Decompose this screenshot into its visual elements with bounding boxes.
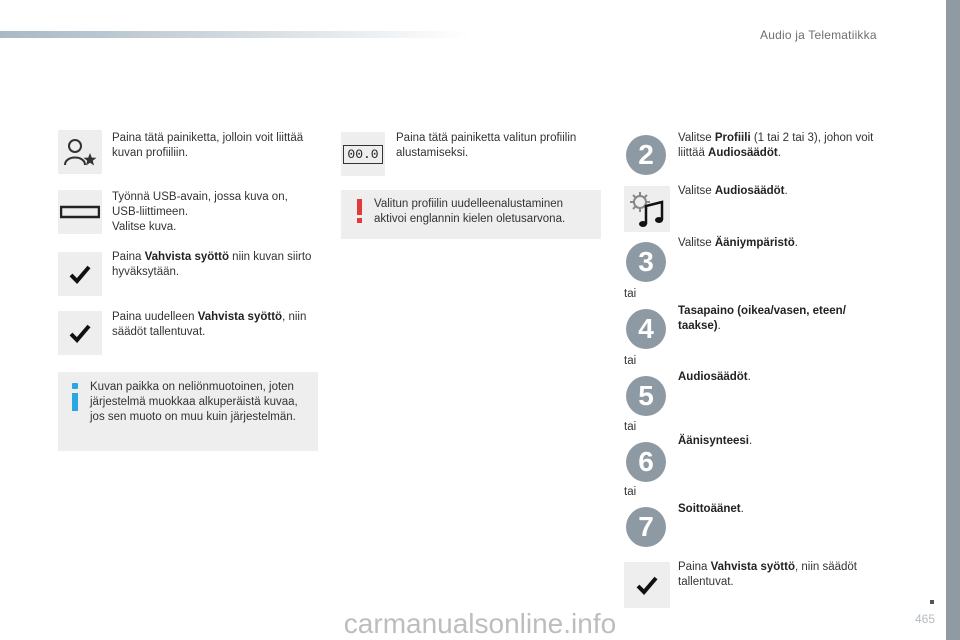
step-number-5: 5	[626, 376, 666, 416]
step-number-2: 2	[626, 135, 666, 175]
reset-profile-button[interactable]: 00.0	[341, 132, 385, 176]
step-insert-usb: Työnnä USB-avain, jossa kuva on, USB-liittimeen. Valitse kuva.	[112, 191, 288, 233]
step-add-picture: Paina tätä painiketta, jolloin voit liittää kuvan profiiliin.	[112, 132, 304, 159]
step-number-6: 6	[626, 442, 666, 482]
usb-icon	[58, 190, 102, 234]
or-label: tai	[624, 288, 637, 300]
confirm-check-icon[interactable]	[58, 252, 102, 296]
confirm-check-icon-2[interactable]	[58, 311, 102, 355]
step-reset-profile: Paina tätä painiketta valitun profiilin alustamiseksi.	[396, 132, 577, 159]
audio-settings-icon[interactable]	[624, 186, 670, 232]
step-final-save: Paina Vahvista syöttö, niin säädöt tallentuvat.	[678, 561, 857, 588]
or-label-3: tai	[624, 421, 637, 433]
info-note: Kuvan paikka on neliönmuotoinen, joten järjestelmä muokkaa alkuperäistä kuvaa, jos sen muoto on muu kuin järjestelmän.	[58, 372, 318, 451]
warning-icon	[357, 199, 362, 223]
step-voice-synthesis: Äänisynteesi.	[678, 435, 753, 447]
step-select-profile: Valitse Profiili (1 tai 2 tai 3), johon voit liittää Audiosäädöt.	[678, 132, 874, 159]
page-number: 465	[915, 612, 936, 626]
watermark: carmanualsonline.info	[343, 608, 617, 639]
warning-note: Valitun profiilin uudelleenalustaminen aktivoi englannin kielen oletusarvona.	[341, 190, 601, 239]
step-select-audio-settings: Valitse Audiosäädöt.	[678, 185, 788, 197]
step-ringtones: Soittoäänet.	[678, 503, 744, 515]
or-label-4: tai	[624, 486, 637, 498]
info-icon	[72, 383, 78, 411]
or-label-2: tai	[624, 355, 637, 367]
step-confirm-picture: Paina Vahvista syöttö niin kuvan siirto hyväksytään.	[112, 251, 312, 278]
add-picture-icon[interactable]	[58, 130, 102, 174]
step-audio-settings: Audiosäädöt.	[678, 371, 751, 383]
step-number-3: 3	[626, 242, 666, 282]
step-number-4: 4	[626, 309, 666, 349]
step-select-ambience: Valitse Ääniympäristö.	[678, 237, 798, 249]
side-tab	[946, 0, 960, 640]
confirm-check-icon-3[interactable]	[624, 562, 670, 608]
step-save-settings: Paina uudelleen Vahvista syöttö, niin säädöt tallentuvat.	[112, 311, 307, 338]
step-balance: Tasapaino (oikea/vasen, eteen/ taakse).	[678, 305, 846, 332]
page-marker	[930, 600, 934, 604]
step-number-7: 7	[626, 507, 666, 547]
header-bar	[0, 31, 470, 38]
section-title: Audio ja Telematiikka	[760, 28, 877, 42]
